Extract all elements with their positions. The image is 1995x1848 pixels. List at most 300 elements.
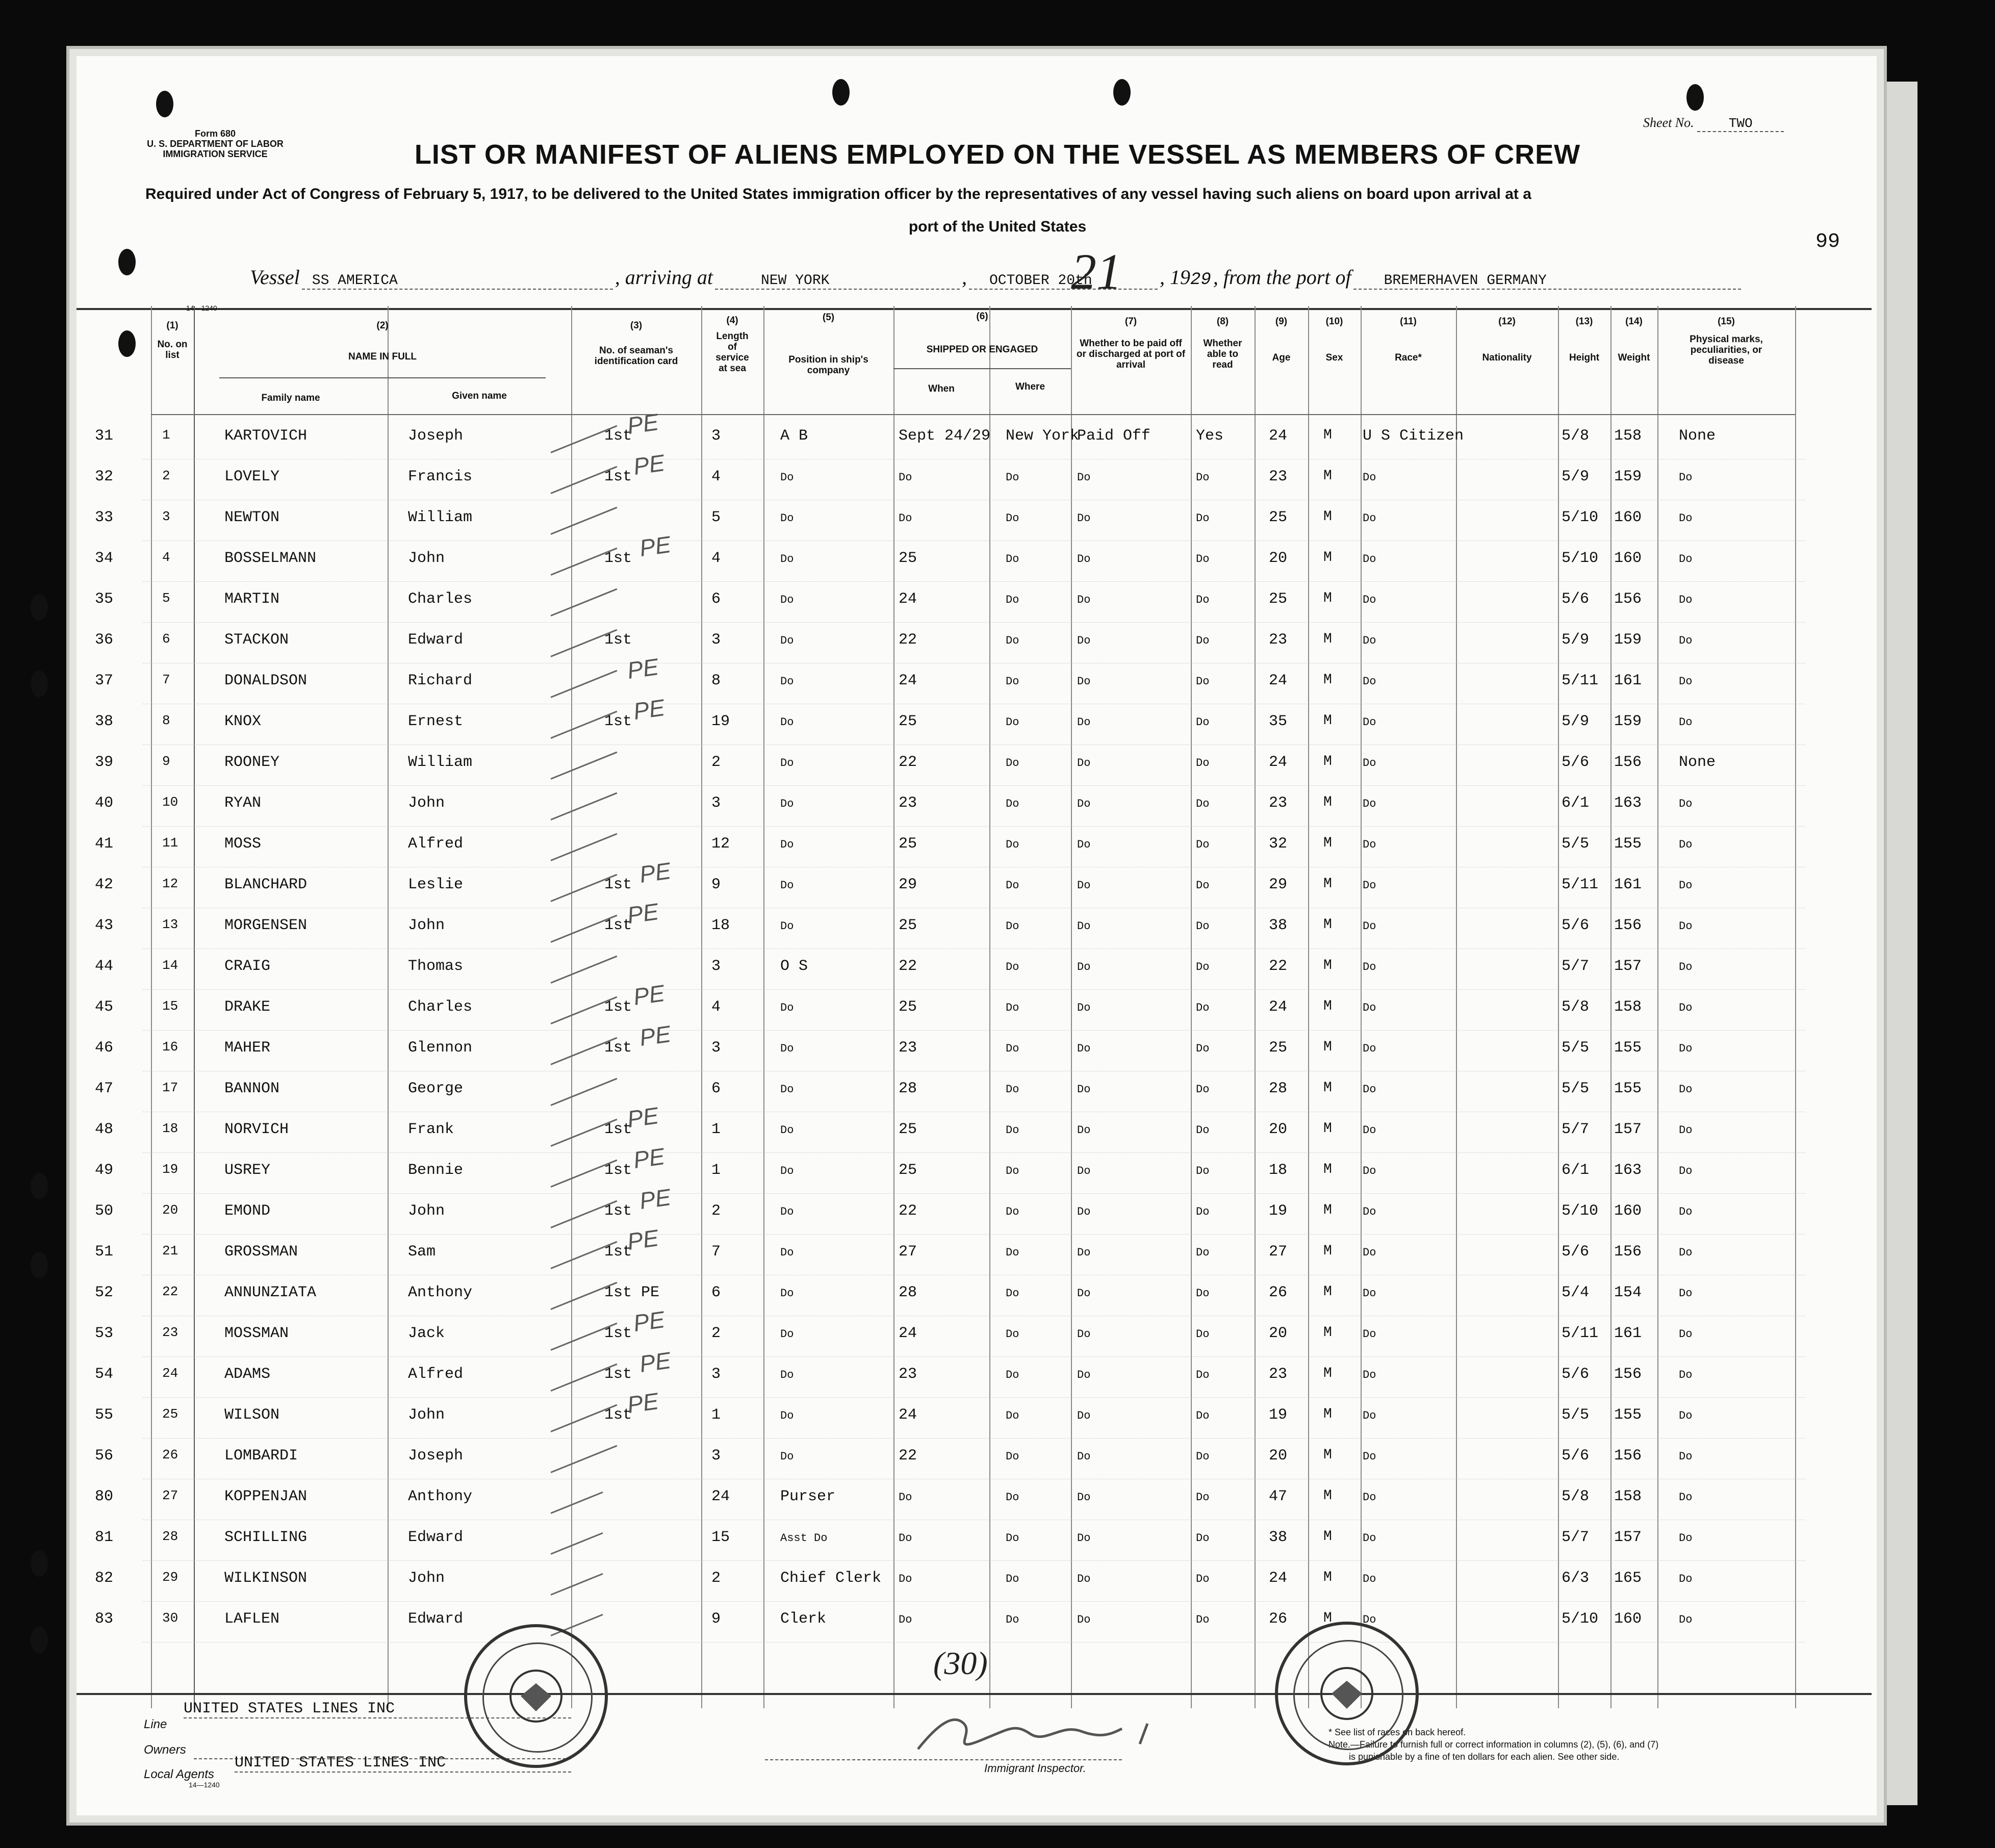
family-name: LOVELY	[224, 468, 280, 485]
race: Do	[1363, 1083, 1376, 1096]
subtitle-line-1: Required under Act of Congress of February 5, 1917, to be delivered to the United States immigration officer by the representatives of any vessel having such aliens on board upon arrival at a	[145, 186, 1531, 202]
race: Do	[1363, 1124, 1376, 1137]
race: Do	[1363, 838, 1376, 851]
age: 20	[1269, 1447, 1288, 1465]
race: Do	[1363, 920, 1376, 933]
height: 5/4	[1562, 1284, 1590, 1301]
physical-marks: Do	[1679, 1246, 1693, 1259]
age: 25	[1269, 509, 1288, 526]
service-length: 12	[711, 835, 730, 853]
service-length: 18	[711, 917, 730, 934]
able-to-read: Do	[1196, 1491, 1210, 1504]
weight: 158	[1614, 427, 1642, 445]
position: Do	[780, 1042, 794, 1055]
able-to-read: Do	[1196, 512, 1210, 525]
position: Do	[780, 1002, 794, 1014]
sex: M	[1323, 1121, 1332, 1137]
shipped-when: 25	[899, 550, 917, 567]
paid-off: Do	[1077, 634, 1091, 647]
given-name: John	[408, 1406, 445, 1424]
position: Chief Clerk	[780, 1570, 882, 1587]
service-length: 9	[711, 876, 721, 893]
id-card: 1st	[604, 713, 632, 730]
sex: M	[1323, 468, 1332, 484]
position: Do	[780, 1165, 794, 1177]
shipped-when: Do	[899, 1613, 912, 1626]
shipped-when: 29	[899, 876, 917, 893]
voyage-line: Vessel SS AMERICA , arriving at NEW YORK , OCTOBER 20th 21 , 1929 , from the port of BREMERHAVEN GERMANY	[250, 265, 1741, 290]
header-when: When	[928, 383, 955, 394]
weight: 155	[1614, 1080, 1642, 1097]
col-number: (5)	[822, 312, 835, 323]
weight: 158	[1614, 1488, 1642, 1505]
shipped-where: Do	[1006, 1491, 1019, 1504]
position: Purser	[780, 1488, 836, 1505]
family-name: ADAMS	[224, 1366, 271, 1383]
row-list-number: 6	[162, 631, 170, 647]
paid-off: Do	[1077, 1573, 1091, 1585]
row-rule	[143, 1234, 1805, 1235]
shipped-when: Do	[899, 1491, 912, 1504]
physical-marks: Do	[1679, 634, 1693, 647]
row-margin-number: 45	[95, 998, 114, 1016]
paid-off: Do	[1077, 512, 1091, 525]
shipped-when: 27	[899, 1243, 917, 1261]
shipped-when: 23	[899, 1039, 917, 1057]
family-name: NEWTON	[224, 509, 280, 526]
row-margin-number: 51	[95, 1243, 114, 1261]
given-name: Charles	[408, 591, 473, 608]
form-code-left: 14—1240	[186, 304, 217, 312]
race: Do	[1363, 1042, 1376, 1055]
row-list-number: 12	[162, 876, 178, 891]
sex: M	[1323, 509, 1332, 525]
able-to-read: Do	[1196, 1205, 1210, 1218]
able-to-read: Do	[1196, 634, 1210, 647]
table-top-rule	[76, 308, 1872, 310]
paid-off: Do	[1077, 716, 1091, 729]
footer-code: 14—1240	[189, 1781, 220, 1789]
service-length: 4	[711, 998, 721, 1016]
shipped-when: 28	[899, 1284, 917, 1301]
able-to-read: Do	[1196, 1246, 1210, 1259]
physical-marks: Do	[1679, 1369, 1693, 1381]
footer-note-2: Note.—Failure to furnish full or correct information in columns (2), (5), (6), and (7)	[1328, 1739, 1659, 1750]
table-row	[0, 876, 1995, 915]
shipped-where: Do	[1006, 798, 1019, 810]
weight: 155	[1614, 1039, 1642, 1057]
weight: 154	[1614, 1284, 1642, 1301]
page-number: 99	[1815, 230, 1840, 253]
given-name: Richard	[408, 672, 473, 689]
table-row	[0, 550, 1995, 588]
given-name: John	[408, 794, 445, 812]
height: 5/5	[1562, 1406, 1590, 1424]
total-handwritten: (30)	[933, 1645, 988, 1681]
service-length: 3	[711, 958, 721, 975]
able-to-read: Do	[1196, 1450, 1210, 1463]
punch-hole	[832, 79, 850, 106]
pe-mark: PE	[625, 408, 660, 440]
family-name: MARTIN	[224, 591, 280, 608]
row-margin-number: 46	[95, 1039, 114, 1057]
age: 18	[1269, 1162, 1288, 1179]
age: 26	[1269, 1610, 1288, 1628]
punch-hole	[1113, 79, 1131, 106]
sex: M	[1323, 1610, 1332, 1626]
paid-off: Do	[1077, 798, 1091, 810]
sheet-label: Sheet No.	[1643, 115, 1694, 130]
paid-off: Do	[1077, 1287, 1091, 1300]
sex: M	[1323, 631, 1332, 647]
inspector-signature	[908, 1703, 1193, 1759]
able-to-read: Do	[1196, 1328, 1210, 1341]
paid-off: Do	[1077, 1409, 1091, 1422]
inspector-signature-line	[765, 1759, 1122, 1760]
weight: 155	[1614, 1406, 1642, 1424]
physical-marks: Do	[1679, 838, 1693, 851]
id-card: 1st	[604, 631, 632, 649]
age: 35	[1269, 713, 1288, 730]
race: Do	[1363, 1491, 1376, 1504]
given-name: Alfred	[408, 835, 464, 853]
race: Do	[1363, 553, 1376, 566]
race: Do	[1363, 1002, 1376, 1014]
header-col-1	[151, 320, 194, 361]
given-name: John	[408, 550, 445, 567]
table-row	[0, 754, 1995, 792]
physical-marks: Do	[1679, 512, 1693, 525]
table-row	[0, 468, 1995, 507]
id-card: 1st PE	[604, 1284, 660, 1301]
weight: 159	[1614, 713, 1642, 730]
able-to-read: Do	[1196, 961, 1210, 973]
physical-marks: Do	[1679, 1328, 1693, 1341]
age: 24	[1269, 672, 1288, 689]
col-number: (8)	[1216, 316, 1229, 327]
sex: M	[1323, 1039, 1332, 1055]
service-length: 8	[711, 672, 721, 689]
weight: 156	[1614, 917, 1642, 934]
shipped-when: 22	[899, 958, 917, 975]
sex: M	[1323, 427, 1332, 443]
position: Do	[780, 920, 794, 933]
position: Do	[780, 1409, 794, 1422]
pe-mark: PE	[631, 449, 667, 480]
sex: M	[1323, 550, 1332, 566]
given-name: Anthony	[408, 1488, 473, 1505]
header-col-14	[1610, 316, 1657, 363]
sex: M	[1323, 1529, 1332, 1545]
race: Do	[1363, 798, 1376, 810]
table-row	[0, 1406, 1995, 1445]
position: Do	[780, 798, 794, 810]
col-label: Race*	[1395, 352, 1422, 363]
row-list-number: 20	[162, 1202, 178, 1218]
id-card: 1st	[604, 917, 632, 934]
shipped-when: 23	[899, 1366, 917, 1383]
family-name: SCHILLING	[224, 1529, 308, 1546]
row-list-number: 11	[162, 835, 178, 851]
department-name: U. S. DEPARTMENT OF LABOR	[147, 139, 284, 149]
able-to-read: Do	[1196, 879, 1210, 892]
race: Do	[1363, 634, 1376, 647]
physical-marks: Do	[1679, 1287, 1693, 1300]
row-list-number: 14	[162, 958, 178, 973]
race: Do	[1363, 716, 1376, 729]
age: 20	[1269, 550, 1288, 567]
service-length: 6	[711, 1284, 721, 1301]
race: Do	[1363, 961, 1376, 973]
agents-label: Local Agents	[144, 1767, 214, 1781]
family-name: MORGENSEN	[224, 917, 308, 934]
shipped-where: Do	[1006, 1205, 1019, 1218]
shipped-where: Do	[1006, 1042, 1019, 1055]
table-row	[0, 1039, 1995, 1078]
able-to-read: Do	[1196, 920, 1210, 933]
physical-marks: Do	[1679, 1083, 1693, 1096]
punch-hole	[118, 249, 136, 275]
shipped-when: Do	[899, 471, 912, 484]
service-length: 2	[711, 1570, 721, 1587]
position: Do	[780, 634, 794, 647]
row-margin-number: 49	[95, 1162, 114, 1179]
row-rule	[143, 1438, 1805, 1439]
service-length: 3	[711, 1366, 721, 1383]
height: 5/6	[1562, 1447, 1590, 1465]
pe-mark: PE	[625, 653, 660, 684]
sex: M	[1323, 591, 1332, 606]
footer-note-1: * See list of races on back hereof.	[1328, 1727, 1466, 1737]
race: U S Citizen	[1363, 427, 1464, 445]
table-row	[0, 427, 1995, 466]
physical-marks: Do	[1679, 920, 1693, 933]
row-rule	[143, 1397, 1805, 1398]
col-label: Height	[1569, 352, 1600, 363]
row-list-number: 28	[162, 1529, 178, 1544]
age: 25	[1269, 591, 1288, 608]
row-list-number: 25	[162, 1406, 178, 1422]
port-label: , from the port of	[1213, 266, 1351, 289]
service-length: 9	[711, 1610, 721, 1628]
row-list-number: 23	[162, 1325, 178, 1340]
table-row	[0, 1080, 1995, 1119]
col-number: (15)	[1718, 316, 1735, 327]
height: 5/5	[1562, 1080, 1590, 1097]
weight: 157	[1614, 958, 1642, 975]
physical-marks: Do	[1679, 716, 1693, 729]
row-list-number: 19	[162, 1162, 178, 1177]
sex: M	[1323, 1202, 1332, 1218]
race: Do	[1363, 757, 1376, 769]
shipped-when: Sept 24/29	[899, 427, 991, 445]
sex: M	[1323, 794, 1332, 810]
row-list-number: 24	[162, 1366, 178, 1381]
id-card: 1st	[604, 1325, 632, 1342]
row-list-number: 9	[162, 754, 170, 769]
given-name: Leslie	[408, 876, 464, 893]
year-prefix: , 19	[1160, 266, 1190, 289]
height: 5/6	[1562, 1243, 1590, 1261]
row-list-number: 21	[162, 1243, 178, 1259]
position: Do	[780, 1083, 794, 1096]
given-name: William	[408, 754, 473, 771]
shipped-when: 22	[899, 1202, 917, 1220]
service-length: 15	[711, 1529, 730, 1546]
sex: M	[1323, 1406, 1332, 1422]
date-value	[969, 243, 1158, 300]
shipped-when: 25	[899, 835, 917, 853]
family-name: EMOND	[224, 1202, 271, 1220]
service-length: 4	[711, 550, 721, 567]
shipped-where: Do	[1006, 1409, 1019, 1422]
height: 5/5	[1562, 835, 1590, 853]
race: Do	[1363, 1287, 1376, 1300]
row-margin-number: 31	[95, 427, 114, 445]
paid-off: Do	[1077, 879, 1091, 892]
sex: M	[1323, 917, 1332, 933]
shipped-when: 25	[899, 917, 917, 934]
footer-note-3: is punishable by a fine of ten dollars for each alien. See other side.	[1349, 1752, 1620, 1762]
table-row	[0, 1529, 1995, 1568]
paid-off: Do	[1077, 920, 1091, 933]
service-length: 5	[711, 509, 721, 526]
height: 5/9	[1562, 468, 1590, 485]
physical-marks: Do	[1679, 1573, 1693, 1585]
consulate-stamp-right	[1275, 1622, 1419, 1765]
weight: 156	[1614, 1447, 1642, 1465]
row-margin-number: 83	[95, 1610, 114, 1628]
service-length: 19	[711, 713, 730, 730]
row-rule	[143, 826, 1805, 827]
race: Do	[1363, 471, 1376, 484]
shipped-when: 25	[899, 1121, 917, 1138]
shipped-where: Do	[1006, 675, 1019, 688]
table-row	[0, 917, 1995, 956]
row-margin-number: 37	[95, 672, 114, 689]
shipped-when: Do	[899, 1532, 912, 1545]
given-name: John	[408, 1202, 445, 1220]
table-row	[0, 1121, 1995, 1160]
service-length: 3	[711, 1447, 721, 1465]
age: 20	[1269, 1121, 1288, 1138]
paid-off: Do	[1077, 838, 1091, 851]
col-number: (13)	[1575, 316, 1593, 327]
owners-label: Owners	[144, 1743, 186, 1757]
col-label: Length of service at sea	[715, 331, 749, 374]
col-label: Whether to be paid off or discharged at port of arrival	[1076, 338, 1186, 370]
height: 5/10	[1562, 550, 1599, 567]
race: Do	[1363, 1205, 1376, 1218]
height: 6/1	[1562, 1162, 1590, 1179]
sex: M	[1323, 1243, 1332, 1259]
shipped-where: Do	[1006, 1083, 1019, 1096]
shipped-when: 22	[899, 631, 917, 649]
position: O S	[780, 958, 808, 975]
id-card: 1st	[604, 1366, 632, 1383]
subtitle-line-2: port of the United States	[908, 218, 1087, 235]
shipped-where: Do	[1006, 838, 1019, 851]
height: 5/8	[1562, 998, 1590, 1016]
service-name: IMMIGRATION SERVICE	[163, 149, 268, 159]
family-name: CRAIG	[224, 958, 271, 975]
row-margin-number: 43	[95, 917, 114, 934]
paid-off: Do	[1077, 1205, 1091, 1218]
shipped-where: Do	[1006, 757, 1019, 769]
shipped-when: Do	[899, 512, 912, 525]
race: Do	[1363, 594, 1376, 606]
pe-mark: PE	[637, 1183, 673, 1215]
row-margin-number: 35	[95, 591, 114, 608]
paid-off: Do	[1077, 1491, 1091, 1504]
height: 5/11	[1562, 1325, 1599, 1342]
id-card: 1st	[604, 427, 632, 445]
service-length: 3	[711, 631, 721, 649]
given-name: Thomas	[408, 958, 464, 975]
family-name: WILKINSON	[224, 1570, 308, 1587]
id-card: 1st	[604, 1039, 632, 1057]
row-list-number: 4	[162, 550, 170, 565]
row-rule	[143, 1030, 1805, 1031]
race: Do	[1363, 675, 1376, 688]
footer-rule	[76, 1693, 1872, 1695]
given-name: Edward	[408, 631, 464, 649]
pe-mark: PE	[625, 1224, 660, 1255]
pe-mark: PE	[637, 857, 673, 888]
height: 6/3	[1562, 1570, 1590, 1587]
family-name: GROSSMAN	[224, 1243, 298, 1261]
shipped-where: Do	[1006, 1532, 1019, 1545]
row-list-number: 15	[162, 998, 178, 1014]
row-margin-number: 47	[95, 1080, 114, 1097]
col-label: No. of seaman's identification card	[594, 345, 678, 367]
height: 5/11	[1562, 876, 1599, 893]
row-list-number: 10	[162, 794, 178, 810]
able-to-read: Do	[1196, 1573, 1210, 1585]
able-to-read: Do	[1196, 1165, 1210, 1177]
age: 23	[1269, 468, 1288, 485]
able-to-read: Do	[1196, 553, 1210, 566]
shipped-where: Do	[1006, 594, 1019, 606]
paid-off: Do	[1077, 1613, 1091, 1626]
row-margin-number: 40	[95, 794, 114, 812]
pe-mark: PE	[631, 979, 667, 1011]
row-list-number: 30	[162, 1610, 178, 1626]
age: 24	[1269, 754, 1288, 771]
header-col-9	[1255, 316, 1308, 363]
weight: 160	[1614, 550, 1642, 567]
age: 24	[1269, 998, 1288, 1016]
line-label: Line	[144, 1717, 167, 1731]
given-name: Joseph	[408, 1447, 464, 1465]
family-name: STACKON	[224, 631, 289, 649]
date-typed: OCTOBER 20th	[989, 273, 1092, 289]
header-col-11	[1361, 316, 1456, 363]
position: Do	[780, 1124, 794, 1137]
line-value: UNITED STATES LINES INC	[184, 1700, 571, 1718]
pe-mark: PE	[631, 1305, 667, 1337]
table-row	[0, 591, 1995, 629]
able-to-read: Do	[1196, 1409, 1210, 1422]
shipped-where: Do	[1006, 1450, 1019, 1463]
height: 5/7	[1562, 958, 1590, 975]
pe-mark: PE	[637, 1020, 673, 1051]
row-margin-number: 41	[95, 835, 114, 853]
able-to-read: Do	[1196, 1124, 1210, 1137]
given-name: Charles	[408, 998, 473, 1016]
physical-marks: Do	[1679, 961, 1693, 973]
shipped-where: Do	[1006, 1002, 1019, 1014]
